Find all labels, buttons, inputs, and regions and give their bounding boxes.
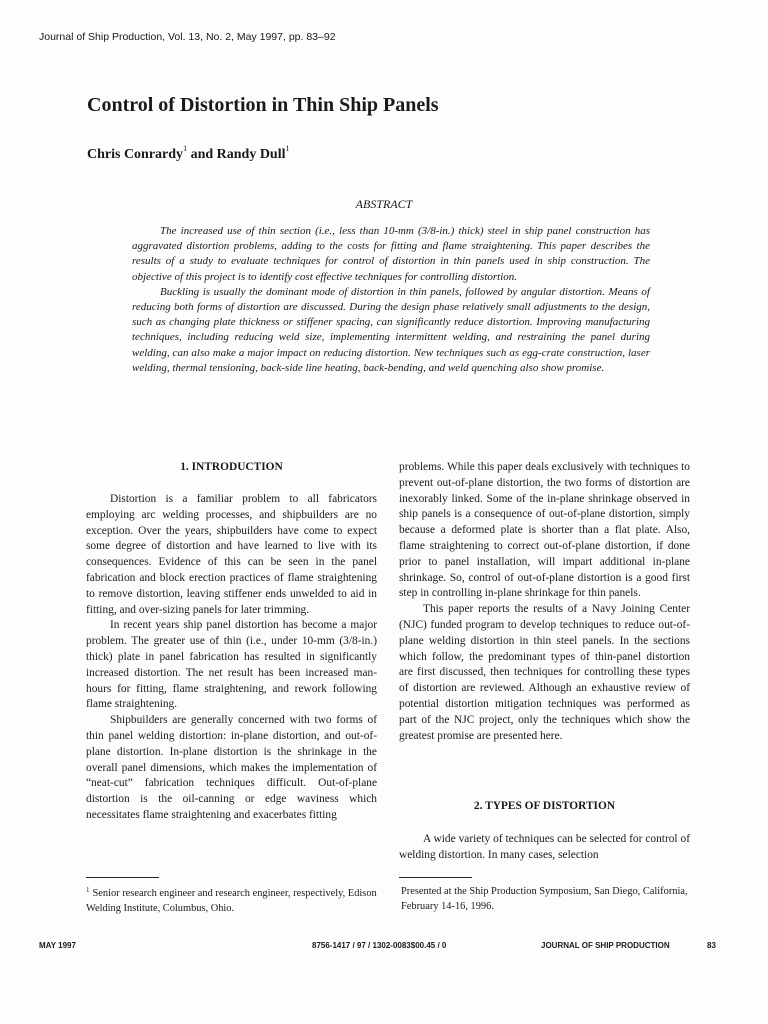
author-line xyxy=(87,144,290,163)
footnote-marker: 1 xyxy=(285,144,290,153)
body-paragraph: This paper reports the results of a Navy Joining Center (NJC) funded program to develop techniques to reduce out-of-plane welding distortion in thin steel panels. In the sections which follow, the predominant types of thin-panel distortion are first discussed, then techniques for controlling these types of distortion are reviewed. Although an exhaustive review of potential distortion mitigation techniques was performed as part of the NJC project, only the techniques which show the greatest promise are presented here. xyxy=(399,603,690,742)
body-paragraph: Distortion is a familiar problem to all fabricators employing arc welding processes, and shipbuilders are no exception. Over the years, shipbuilders have come to expect some degree of distortion and have learned to live with its consequences. Evidence of this can be seen in the panel fabrication and block erection practices of flame straightening to remove distortion, leaving stiffener ends unwelded to aid in fitting, and over-sizing panels for later trimming. xyxy=(86,493,377,616)
footer-code: 8756-1417 / 97 / 1302-0083$00.45 / 0 xyxy=(312,941,447,950)
footnote-marker: 1 xyxy=(183,144,188,153)
abstract-body xyxy=(132,224,650,376)
body-paragraph: A wide variety of techniques can be selected for control of welding distortion. In many cases, selection xyxy=(399,833,690,861)
abstract-heading: ABSTRACT xyxy=(355,197,413,211)
section-heading: 1. INTRODUCTION xyxy=(180,461,283,473)
footnote-presented: Presented at the Ship Production Symposium, San Diego, California, February 14-16, 1996. xyxy=(401,886,688,912)
left-column xyxy=(86,492,377,824)
right-column xyxy=(399,460,690,744)
footnote-rule xyxy=(86,877,159,878)
author-name: Randy Dull xyxy=(216,147,286,162)
body-paragraph: problems. While this paper deals exclusively with techniques to prevent out-of-plane distortion, the two forms of distortion are inexorably linked. Some of the in-plane shrinkage observed in ship panels is a consequence of out-of-plane distortion, simply because a deformed plate is shorter than a flat plate. Also, flame straightening to correct out-of-plane distortion, if done prior to panel installation, will impart additional in-plane shrinkage. So, control of out-of-plane distortion is a good first step in controlling in-plane shrinkage for thin panels. xyxy=(399,461,690,600)
section-heading: 2. TYPES OF DISTORTION xyxy=(473,800,616,812)
abstract-paragraph: The increased use of thin section (i.e., less than 10-mm (3/8-in.) thick) steel in ship panel construction has aggravated distortion problems, adding to the costs for fitting and flame straightening. This paper describes the results of a study to evaluate techniques for control of distortion in thin panels used in ship construction. The objective of this project is to identify cost effective techniques for controlling distortion. xyxy=(132,225,650,283)
footnote-affiliation xyxy=(86,883,386,916)
footnote-text: Senior research engineer and research engineer, respectively, Edison Welding Institute, Columbus, Ohio. xyxy=(86,888,377,914)
body-paragraph: Shipbuilders are generally concerned with two forms of thin panel welding distortion: in-plane distortion, and out-of-plane distortion. In-plane distortion is the shrinkage in the overall panel dimensions, which makes the implementation of “neat-cut” fabrication techniques difficult. Out-of-plane distortion is the oil-canning or edge waviness which necessitates flame straightening and exacerbates fitting xyxy=(86,714,377,821)
abstract-paragraph: Buckling is usually the dominant mode of distortion in thin panels, followed by angular distortion. Means of reducing both forms of distortion are discussed. During the design phase relatively small adjustments to the design, such as changing plate thickness or stiffener spacing, can significantly reduce distortion. Improving manufacturing techniques, including reducing weld size, implementing intermittent welding, and restraining the panel during welding, can also make a major impact on reducing distortion. New techniques such as egg-crate construction, laser welding, thermal tensioning, back-side line heating, back-bending, and weld quenching also show promise. xyxy=(132,285,650,374)
author-name: Chris Conrardy xyxy=(87,147,184,162)
page-number: 83 xyxy=(707,941,716,950)
paper-title: Control of Distortion in Thin Ship Panels xyxy=(87,94,439,116)
footnote-rule xyxy=(399,877,472,878)
body-paragraph: In recent years ship panel distortion has become a major problem. The greater use of thin (i.e., under 10-mm (3/8-in.) thick) plate in panel fabrication has resulted in significantly increased distortion. The net result has been increased man-hours for fitting, flame straightening, and rework following flame straightening. xyxy=(86,619,377,711)
footer-date: MAY 1997 xyxy=(39,941,76,950)
footnote-marker: 1 xyxy=(86,886,90,894)
footer-journal: JOURNAL OF SHIP PRODUCTION xyxy=(541,941,670,950)
right-column-continued xyxy=(399,832,690,864)
author-conjunction: and xyxy=(187,147,217,162)
running-head: Journal of Ship Production, Vol. 13, No. 2, May 1997, pp. 83–92 xyxy=(39,31,336,43)
